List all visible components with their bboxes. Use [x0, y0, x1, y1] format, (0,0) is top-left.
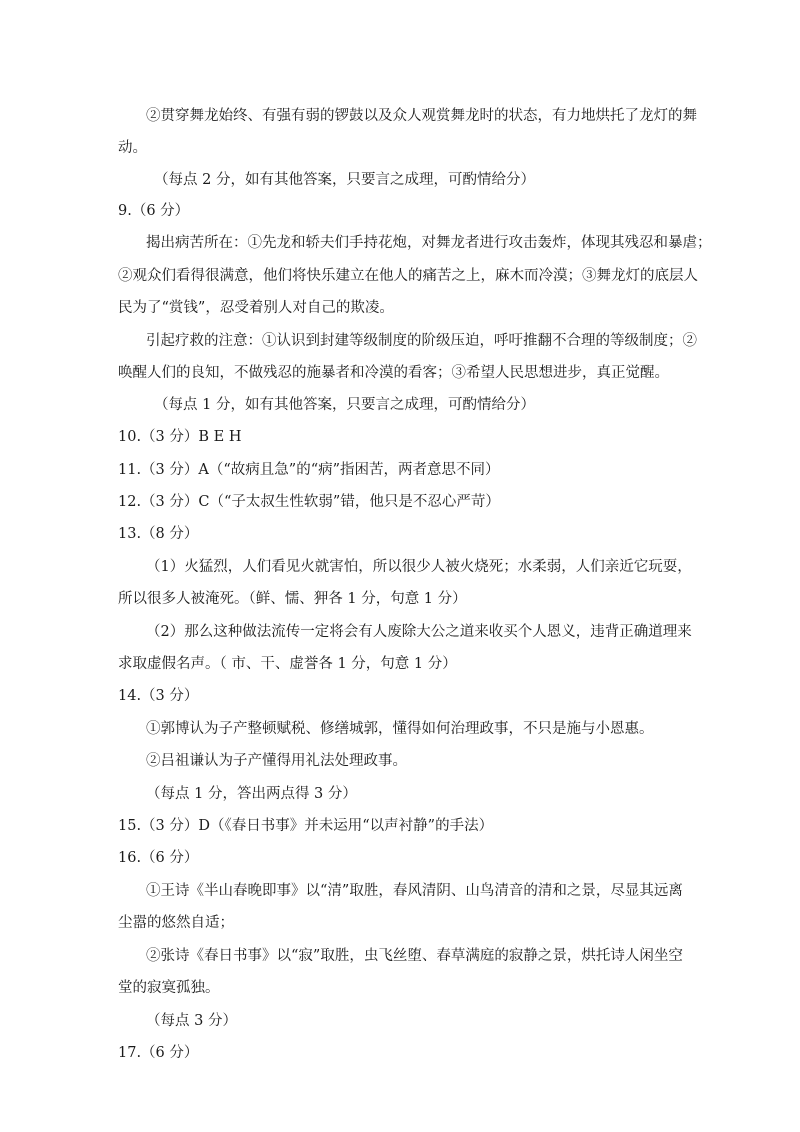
text-line-q9-a: 揭出病苦所在：①先龙和轿夫们手持花炮，对舞龙者进行攻击轰炸，体现其残忍和暴虐；	[146, 235, 712, 251]
text-line-q9-b: ②观众们看得很满意，他们将快乐建立在他人的痛苦之上，麻木而冷漠；③舞龙灯的底层人	[118, 268, 698, 284]
question-heading-16: 16.（6 分）	[118, 850, 199, 866]
text-line-q8-point2: ②贯穿舞龙始终、有强有弱的锣鼓以及众人观赏舞龙时的状态，有力地烘托了龙灯的舞	[146, 108, 697, 124]
text-line-q14-a: ①郭博认为子产整顿赋税、修缮城郭，懂得如何治理政事，不只是施与小恩惠。	[146, 721, 654, 737]
scoring-note-q9: （每点 1 分，如有其他答案，只要言之成理，可酌情给分）	[154, 397, 535, 413]
question-heading-17: 17.（6 分）	[118, 1045, 199, 1061]
question-heading-13: 13.（8 分）	[118, 526, 199, 542]
text-line-q16-b: 尘嚣的悠然自适；	[118, 915, 234, 931]
text-line-q13-1b: 所以很多人被淹死。（鲜、懦、狎各 1 分，句意 1 分）	[118, 591, 467, 607]
text-line-q13-1a: （1）火猛烈，人们看见火就害怕，所以很少人被火烧死；水柔弱，人们亲近它玩耍，	[146, 559, 692, 575]
text-line-q16-a: ①王诗《半山春晚即事》以“清”取胜，春风清阴、山鸟清音的清和之景，尽显其远离	[146, 883, 683, 899]
question-heading-11: 11.（3 分）A（“故病且急”的“病”指困苦，两者意思不同）	[118, 462, 500, 478]
text-line-q16-c: ②张诗《春日书事》以“寂”取胜，虫飞丝堕、春草满庭的寂静之景，烘托诗人闲坐空	[146, 948, 683, 964]
text-line-q14-b: ②吕祖谦认为子产懂得用礼法处理政事。	[146, 753, 407, 769]
scoring-note-q14: （每点 1 分，答出两点得 3 分）	[146, 786, 357, 802]
question-heading-15: 15.（3 分）D（《春日书事》并未运用“以声衬静”的手法）	[118, 818, 494, 834]
question-heading-9: 9.（6 分）	[118, 203, 190, 219]
text-line-q16-d: 堂的寂寞孤独。	[118, 980, 220, 996]
scoring-note-q8: （每点 2 分，如有其他答案，只要言之成理，可酌情给分）	[154, 172, 535, 188]
text-line-q13-2b: 求取虚假名声。（ 市、干、虚誉各 1 分，句意 1 分）	[118, 656, 457, 672]
text-line-q8-point2-cont: 动。	[118, 140, 147, 156]
scoring-note-q16: （每点 3 分）	[146, 1013, 237, 1029]
question-heading-10: 10.（3 分）B E H	[118, 429, 242, 445]
text-line-q9-d: 引起疗救的注意：①认识到封建等级制度的阶级压迫，呼吁推翻不合理的等级制度；②	[146, 333, 697, 349]
text-line-q9-c: 民为了“赏钱”，忍受着别人对自己的欺凌。	[118, 300, 394, 316]
question-heading-14: 14.（3 分）	[118, 688, 199, 704]
text-line-q13-2a: （2）那么这种做法流传一定将会有人废除大公之道来收买个人恩义，违背正确道理来	[146, 624, 692, 640]
question-heading-12: 12.（3 分）C（“子太叔生性软弱”错，他只是不忍心严苛）	[118, 494, 500, 510]
text-line-q9-e: 唤醒人们的良知，不做残忍的施暴者和冷漠的看客；③希望人民思想进步，真正觉醒。	[118, 365, 669, 381]
